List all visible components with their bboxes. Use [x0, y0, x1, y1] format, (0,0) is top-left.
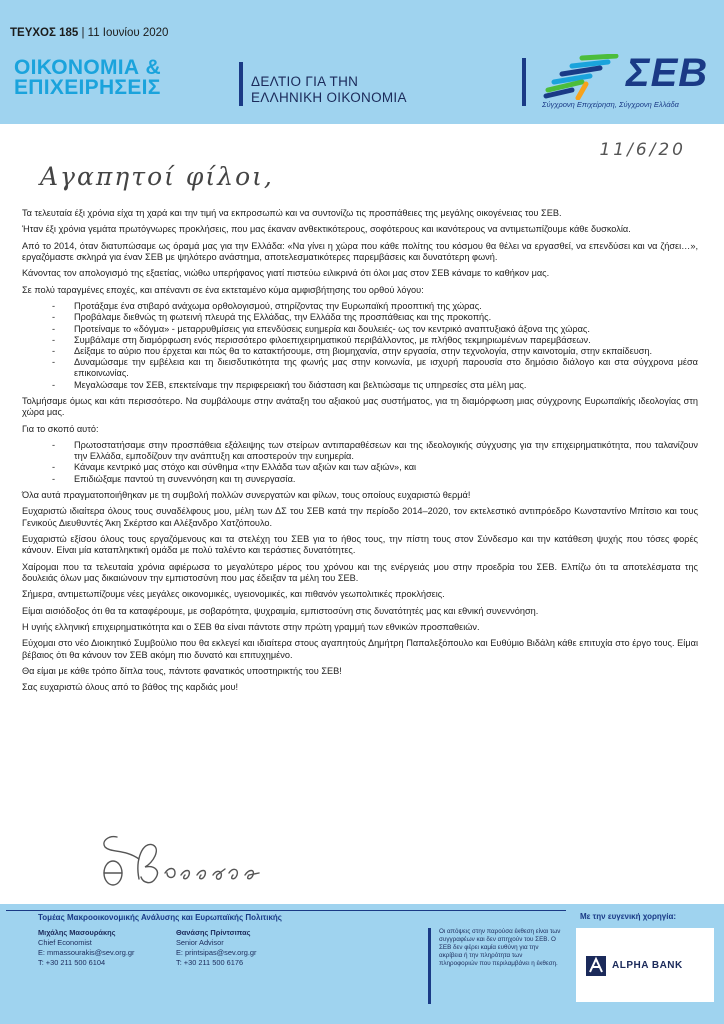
paragraph: Ευχαριστώ εξίσου όλους τους εργαζόμενους και τα στελέχη του ΣΕΒ για το ήθος τους, την πίστη τους στον Σύνδεσμο και την κατάθεση ψυχής που τόσες φορές κάνουν. Είναι μία καταπληκτική ομάδα με πολύ ταλέντο και τεράστιες δυνατότητες. [22, 533, 698, 556]
paragraph: Ευχαριστώ ιδιαίτερα όλους τους συναδέλφους μου, μέλη των ΔΣ του ΣΕΒ κατά την περίοδο 2014–2020, τον εκτελεστικό αντιπρόεδρο Κωνσταντίνο Μπίτσιο και τους Γενικούς Διευθυντές Άκη Σκέρτσο και Αλέξανδρο Χατζόπουλο. [22, 506, 698, 528]
contact-phone: T: +30 211 500 6176 [176, 958, 244, 967]
sponsor-label: Με την ευγενική χορηγία: [580, 912, 677, 921]
list-item: - Μεγαλώσαμε τον ΣΕΒ, επεκτείναμε την περιφερειακή του διάσταση και βελτιώσαμε τις υπηρεσίες στα μέλη μας. [22, 380, 698, 391]
paragraph: Από το 2014, όταν διατυπώσαμε ως όραμά μας για την Ελλάδα: «Να γίνει η χώρα που κάθε πολίτης του κόσμου θα θέλει να εργασθεί, να επενδύσει και να ζήσει…», εργαζόμαστε σκληρά για έναν ΣΕΒ με ψηλότερο ανάστημα, αποτελεσματικότερες παρεμβάσεις και δυνατότερη φωνή. [22, 240, 698, 262]
list-item: - Προτάξαμε ένα στιβαρό ανάχωμα ορθολογισμού, στηρίζοντας την Ευρωπαϊκή προοπτική της χώρας. [22, 301, 698, 312]
paragraph: Ήταν έξι χρόνια γεμάτα πρωτόγνωρες προκλήσεις, που μας έκαναν ανθεκτικότερους, σοφότερους και ικανότερους να αντιμετωπίζουμε κάθε δυσκολία. [22, 224, 631, 235]
list-item: - Δείξαμε το αύριο που έρχεται και πώς θα το κατακτήσουμε, στη βιομηχανία, στην εργασία, στην τεχνολογία, στην καινοτομία, στην εκπαίδευση. [22, 346, 698, 357]
issue-line: ΤΕΥΧΟΣ 185 | 11 Ιουνίου 2020 [10, 27, 169, 39]
contact-email[interactable]: E: mmassourakis@sev.org.gr [38, 948, 135, 957]
logo-divider [522, 58, 526, 106]
alpha-bank-logo-icon [586, 956, 606, 976]
contact-card-2 [176, 928, 256, 968]
contact-role: Chief Economist [38, 938, 92, 947]
sponsor-box [576, 928, 714, 1002]
footer-divider [6, 910, 566, 911]
contact-name: Μιχάλης Μασουράκης [38, 928, 116, 937]
salutation: Αγαπητοί φίλοι, [40, 162, 274, 191]
achievements-list [22, 301, 698, 391]
paragraph: Τολμήσαμε όμως και κάτι περισσότερο. Να συμβάλουμε στην ανάταξη του αξιακού μας συστήματος, για τη διαμόρφωση μιας σύγχρονης Ευρωπαϊκής ιδεολογίας στη χώρα μας. [22, 395, 698, 418]
list-item: - Προτείναμε το «δόγμα» - μεταρρυθμίσεις για επενδύσεις ευημερία και δουλειές- ως τον κεντρικό αναπτυξιακό άξονα της χώρας. [22, 324, 698, 335]
logo-text: ΣΕΒ [626, 51, 709, 95]
footer [0, 904, 724, 1024]
paragraph: Είμαι αισιόδοξος ότι θα τα καταφέρουμε, με σοβαρότητα, ψυχραιμία, εμπιστοσύνη στις δυνατότητές μας και εθνική συνεννόηση. [22, 605, 539, 616]
paragraph: Σε πολύ ταραγμένες εποχές, και απέναντι σε ένα εκτεταμένο κύμα αμφισβήτησης του ορθού λόγου: [22, 284, 424, 295]
issue-date: 11 Ιουνίου 2020 [87, 27, 169, 39]
paragraph: Χαίρομαι που τα τελευταία χρόνια αφιέρωσα το μεγαλύτερο μέρος του χρόνου και της ενέργειάς μου στην προεδρία του ΣΕΒ. Ελπίζω ότι τα αποτελέσματα της δουλειάς όλων μας δικαιώνουν την εμπιστοσύνη που μας έδειξαν τα μέλη του ΣΕΒ. [22, 561, 698, 583]
paragraph: Θα είμαι με κάθε τρόπο δίπλα τους, πάντοτε φανατικός υποστηρικτής του ΣΕΒ! [22, 665, 342, 676]
subtitle-line-1: ΔΕΛΤΙΟ ΓΙΑ ΤΗΝ [251, 74, 359, 89]
paragraph: Για το σκοπό αυτό: [22, 423, 99, 434]
publication-subtitle [251, 74, 407, 106]
sev-logo [522, 52, 712, 112]
list-item: - Συμβάλαμε στη διαμόρφωση ενός περισσότερο φιλοεπιχειρηματικού περιβάλλοντος, με πλήθος τεκμηριωμένων παρεμβάσεων. [22, 335, 698, 346]
subtitle-line-2: ΕΛΛΗΝΙΚΗ ΟΙΚΟΝΟΜΙΑ [251, 90, 407, 105]
letter-body [22, 208, 698, 699]
letter-page [0, 124, 724, 904]
publication-title [14, 58, 161, 98]
contact-name: Θανάσης Πρίντσιπας [176, 928, 251, 937]
issue-number: ΤΕΥΧΟΣ 185 [10, 27, 79, 39]
list-item: - Πρωτοστατήσαμε στην προσπάθεια εξάλειψης των στείρων αντιπαραθέσεων και της ιδεολογικής σύγχυσης για την επιχειρηματικότητα, που ταλανίζουν την Ελλάδα, εμποδίζουν την ανάπτυξη και αποστερούν την ευημερία. [22, 440, 698, 462]
disclaimer: Οι απόψεις στην παρούσα έκθεση είναι των συγγραφέων και δεν απηχούν του ΣΕΒ. Ο ΣΕΒ δεν φέρει καμία ευθύνη για την ακρίβεια ή την πληρότητα των πληροφοριών που περιλαμβάνει η έκθεση. [428, 928, 561, 1004]
list-item: - Επιδιώξαμε παντού τη συνεννόηση και τη συνεργασία. [22, 474, 698, 485]
paragraph: Όλα αυτά πραγματοποιήθηκαν με τη συμβολή πολλών συνεργατών και φίλων, τους οποίους ευχαριστώ θερμά! [22, 489, 471, 500]
list-item: - Δυναμώσαμε την εμβέλεια και τη διεισδυτικότητα της φωνής μας στην κοινωνία, με ισχυρή παρουσία στο δημόσιο διάλογο και στα σύγχρονα μέσα επικοινωνίας. [22, 357, 698, 379]
sev-emblem-icon [542, 54, 624, 100]
list-item: - Προβάλαμε διεθνώς τη φωτεινή πλευρά της Ελλάδας, την Ελλάδα της προσπάθειας και της προκοπής. [22, 312, 698, 323]
paragraph: Σήμερα, αντιμετωπίζουμε νέες μεγάλες οικονομικές, υγειονομικές, και πιθανόν γεωπολιτικές προκλήσεις. [22, 589, 445, 600]
contact-card-1 [38, 928, 135, 968]
paragraph: Κάνοντας τον απολογισμό της εξαετίας, νιώθω υπερήφανος γιατί πιστεύω ειλικρινά ότι όλοι μας στον ΣΕΒ κάναμε το καθήκον μας. [22, 268, 550, 279]
logo-tagline: Σύγχρονη Επιχείρηση, Σύγχρονη Ελλάδα [542, 100, 679, 109]
paragraph: Η υγιής ελληνική επιχειρηματικότητα και ο ΣΕΒ θα είναι πάντοτε στην πρώτη γραμμή των εθνικών προσπαθειών. [22, 621, 480, 632]
contact-phone: T: +30 211 500 6104 [38, 958, 106, 967]
handwritten-date: 11/6/20 [599, 140, 686, 160]
title-divider [239, 62, 243, 106]
paragraph: Εύχομαι στο νέο Διοικητικό Συμβούλιο που θα εκλεγεί και ιδιαίτερα στους αγαπητούς Δημήτρη Παπαλεξόπουλο και Ευθύμιο Βιδάλη κάθε επιτυχία στο έργο τους. Είμαι βέβαιος ότι θα κάνουν τον ΣΕΒ ακόμη πιο δυνατό και επιτυχημένο. [22, 638, 698, 660]
footer-title: Τομέας Μακροοικονομικής Ανάλυσης και Ευρωπαϊκής Πολιτικής [38, 913, 282, 922]
contact-email[interactable]: E: printsipas@sev.org.gr [176, 948, 257, 957]
sponsor-name: ALPHA BANK [612, 960, 683, 971]
title-line-2: ΕΠΙΧΕΙΡΗΣΕΙΣ [14, 76, 161, 99]
purpose-list [22, 440, 698, 485]
paragraph: Σας ευχαριστώ όλους από το βάθος της καρδιάς μου! [22, 682, 239, 693]
contact-role: Senior Advisor [176, 938, 224, 947]
handwritten-signature [95, 829, 295, 899]
list-item: - Κάναμε κεντρικό μας στόχο και σύνθημα «την Ελλάδα των αξιών και των αξιών», και [22, 462, 698, 473]
title-line-1: ΟΙΚΟΝΟΜΙΑ & [14, 56, 161, 79]
paragraph: Τα τελευταία έξι χρόνια είχα τη χαρά και την τιμή να εκπροσωπώ και να συντονίζω τις προσπάθειες της μεγάλης οικογένειας του ΣΕΒ. [22, 208, 562, 218]
